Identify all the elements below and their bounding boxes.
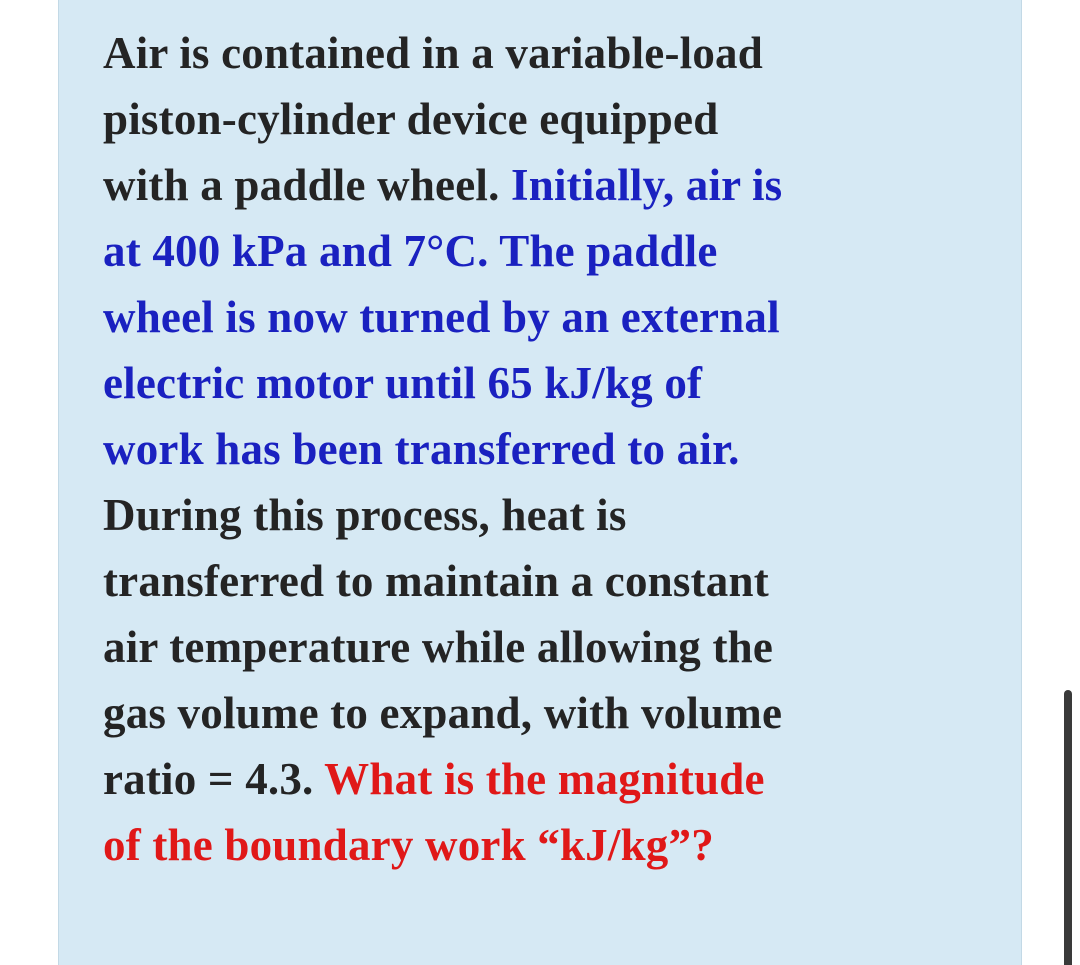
problem-line: [103, 350, 1003, 416]
problem-line: [103, 614, 1003, 680]
problem-text-segment: with a paddle wheel.: [103, 160, 511, 210]
problem-statement: [103, 20, 1003, 878]
problem-line: [103, 548, 1003, 614]
problem-line: [103, 218, 1003, 284]
problem-text-segment: transferred to maintain a constant: [103, 556, 769, 606]
problem-line: [103, 152, 1003, 218]
problem-line: [103, 20, 1003, 86]
given-data-segment: at 400 kPa and 7°C. The paddle: [103, 226, 718, 276]
problem-line: [103, 416, 1003, 482]
problem-line: [103, 284, 1003, 350]
problem-card: [58, 0, 1022, 965]
problem-text-segment: piston-cylinder device equipped: [103, 94, 719, 144]
scrollbar[interactable]: [1064, 690, 1072, 965]
problem-text-segment: ratio = 4.3.: [103, 754, 325, 804]
question-segment: of the boundary work “kJ/kg”?: [103, 820, 714, 870]
problem-line: [103, 812, 1003, 878]
given-data-segment: Initially, air is: [511, 160, 783, 210]
given-data-segment: wheel is now turned by an external: [103, 292, 780, 342]
problem-text-segment: Air is contained in a variable-load: [103, 28, 763, 78]
problem-line: [103, 86, 1003, 152]
problem-line: [103, 680, 1003, 746]
problem-line: [103, 482, 1003, 548]
problem-text-segment: During this process, heat is: [103, 490, 627, 540]
problem-text-segment: gas volume to expand, with volume: [103, 688, 783, 738]
given-data-segment: electric motor until 65 kJ/kg of: [103, 358, 703, 408]
problem-line: [103, 746, 1003, 812]
question-segment: What is the magnitude: [324, 754, 765, 804]
given-data-segment: work has been transferred to air.: [103, 424, 740, 474]
problem-text-segment: air temperature while allowing the: [103, 622, 774, 672]
